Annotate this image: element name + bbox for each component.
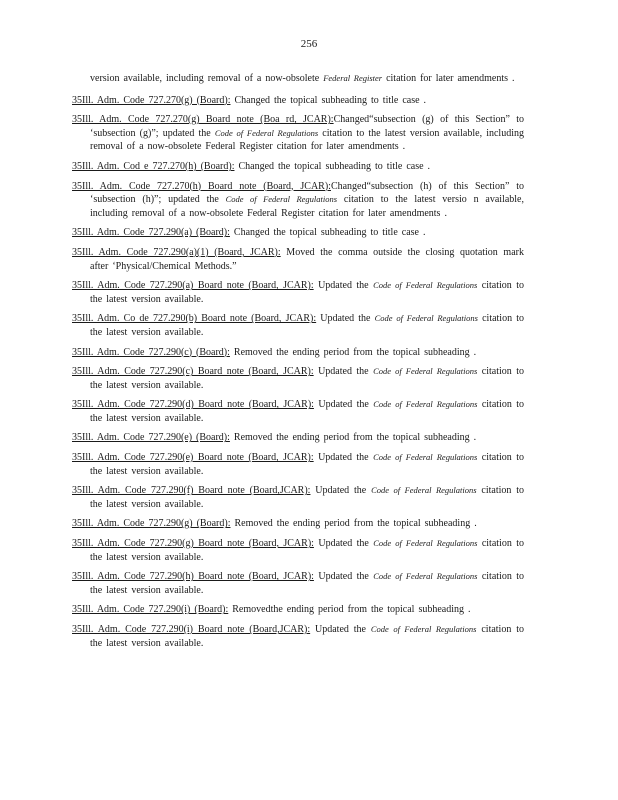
amendment-text: Changed the topical subheading to title case . (234, 160, 431, 172)
amendment-entry (72, 312, 524, 339)
amendment-entry (72, 623, 524, 650)
amendment-text-tail: citation to the latest version available. (90, 366, 524, 391)
amendment-entry (72, 398, 524, 425)
amendment-citation: 35Ill. Adm. Code 727.290(e) Board note (Board, JCAR): (72, 452, 314, 464)
amendment-entry (72, 279, 524, 306)
amendment-citation: 35Ill. Adm. Code 727.290(d) Board note (Board, JCAR): (72, 399, 314, 411)
continuation-tail: citation for later amendments . (382, 73, 515, 84)
amendment-citation: 35Ill. Adm. Code 727.290(g) Board note (Board, JCAR): (72, 538, 314, 550)
amendment-italic-text: Code of Federal Regulations (371, 485, 477, 496)
amendment-citation: 35Ill. Adm. Code 727.270(g) (Board): (72, 94, 231, 106)
amendment-text: Updated the (310, 485, 372, 497)
amendment-citation: 35Ill. Adm. Code 727.290(a)(1) (Board, JCAR): (72, 246, 281, 258)
amendment-text: Moved the comma outside the closing quotation mark after ‘Physical/Chemical Methods.” (90, 246, 524, 272)
amendment-citation: 35Ill. Adm. Code 727.290(f) Board note (Board,JCAR): (72, 485, 311, 497)
amendment-text-tail: citation to the latest version available. (90, 280, 524, 305)
amendment-entry (72, 365, 524, 392)
amendment-text: Updated the (313, 452, 374, 464)
amendment-text-tail: citation to the latest version available. (90, 313, 524, 338)
amendment-italic-text: Code of Federal Regulations (373, 366, 478, 377)
amendment-text: Removedthe ending period from the topical subheading . (228, 604, 471, 616)
entries-container (72, 94, 524, 651)
amendment-text: Updated the (313, 571, 374, 583)
amendment-entry (72, 517, 524, 531)
amendment-text: Changed“subsection (h) of this Section” to ‘subsection (h)”; updated the (90, 180, 524, 206)
amendment-text: Updated the (316, 313, 375, 325)
amendment-entry (72, 346, 524, 360)
amendment-text-tail: citation to the latest version available. (90, 399, 525, 424)
amendment-citation: 35Ill. Adm. Code 727.270(h) Board note (Board, JCAR): (72, 180, 331, 192)
continuation-paragraph (72, 72, 524, 86)
amendment-text: Updated the (313, 399, 374, 411)
amendment-citation: 35Ill. Adm. Code 727.290(c) Board note (Board, JCAR): (72, 366, 314, 378)
amendment-italic-text: Code of Federal Regulations (214, 127, 319, 138)
amendment-citation: 35Ill. Adm. Cod e 727.270(h) (Board): (72, 160, 235, 172)
amendment-italic-text: Code of Federal Regulations (370, 624, 477, 634)
amendment-text: Updated the (313, 366, 374, 378)
amendment-italic-text: Code of Federal Regulations (225, 194, 338, 205)
amendment-entry (72, 537, 524, 564)
amendment-entry (72, 431, 524, 445)
amendment-italic-text: Code of Federal Regulations (373, 280, 478, 291)
amendment-italic-text: Code of Federal Regulations (374, 313, 478, 324)
amendment-italic-text: Code of Federal Regulations (373, 452, 478, 463)
amendment-citation: 35Ill. Adm. Code 727.290(a) (Board): (72, 227, 230, 239)
amendment-citation: 35Ill. Adm. Code 727.290(e) (Board): (72, 432, 230, 444)
amendment-citation: 35Ill. Adm. Code 727.290(a) Board note (Board, JCAR): (72, 280, 314, 292)
amendment-italic-text: Code of Federal Regulations (373, 399, 478, 410)
amendment-citation: 35Ill. Adm. Code 727.290(i) Board note (Board,JCAR): (72, 624, 311, 635)
amendment-entry (72, 603, 524, 617)
amendment-text-tail: citation to the latest version available. (90, 452, 524, 477)
amendment-list (72, 72, 524, 656)
amendment-text: Updated the (310, 624, 371, 635)
amendment-entry (72, 180, 524, 221)
amendment-italic-text: Code of Federal Regulations (373, 538, 478, 549)
amendment-text: Changed“subsection (g) of this Section” to ‘subsection (g)”; updated the (90, 114, 525, 139)
continuation-italic: Federal Register (323, 73, 383, 83)
amendment-text: Updated the (313, 280, 374, 292)
amendment-citation: 35Ill. Adm. Code 727.290(c) (Board): (72, 346, 230, 358)
amendment-text-tail: citation to the latest versio n available, including removal of a now-obsolete Federal Register citation for later amendments . (90, 194, 524, 219)
amendment-entry (72, 451, 524, 478)
amendment-italic-text: Code of Federal Regulations (373, 571, 478, 582)
amendment-entry (72, 246, 524, 273)
amendment-citation: 35Ill. Adm. Co de 727.290(b) Board note (Board, JCAR): (72, 313, 317, 325)
amendment-citation: 35Ill. Adm. Code 727.290(i) (Board): (72, 604, 229, 616)
amendment-text-tail: citation to the latest version available. (90, 624, 524, 649)
amendment-entry (72, 94, 524, 108)
amendment-citation: 35Ill. Adm. Code 727.290(g) (Board): (72, 518, 231, 530)
amendment-text-tail: citation to the latest version available, including removal of a now-obsolete Federal Register citation for later amendments . (90, 127, 524, 153)
amendment-text: Removed the ending period from the topical subheading . (230, 518, 477, 530)
amendment-citation: 35Ill. Adm. Code 727.270(g) Board note (Boa rd, JCAR): (72, 114, 334, 126)
amendment-text-tail: citation to the latest version available. (90, 485, 525, 510)
amendment-text: Removed the ending period from the topical subheading . (229, 432, 477, 444)
amendment-text: Updated the (313, 538, 374, 550)
amendment-text: Changed the topical subheading to title case . (229, 227, 426, 239)
amendment-text: Removed the ending period from the topical subheading . (229, 346, 477, 358)
amendment-text-tail: citation to the latest version available. (90, 538, 525, 563)
amendment-entry (72, 113, 524, 154)
amendment-entry (72, 570, 524, 597)
continuation-lead: version available, including removal of a now-obsolete (90, 73, 324, 84)
amendment-text-tail: citation to the latest version available. (90, 571, 525, 596)
amendment-entry (72, 226, 524, 240)
amendment-entry (72, 160, 524, 174)
amendment-citation: 35Ill. Adm. Code 727.290(h) Board note (Board, JCAR): (72, 571, 314, 583)
page-number: 256 (300, 38, 318, 50)
amendment-entry (72, 484, 524, 511)
amendment-text: Changed the topical subheading to title case . (230, 94, 427, 106)
